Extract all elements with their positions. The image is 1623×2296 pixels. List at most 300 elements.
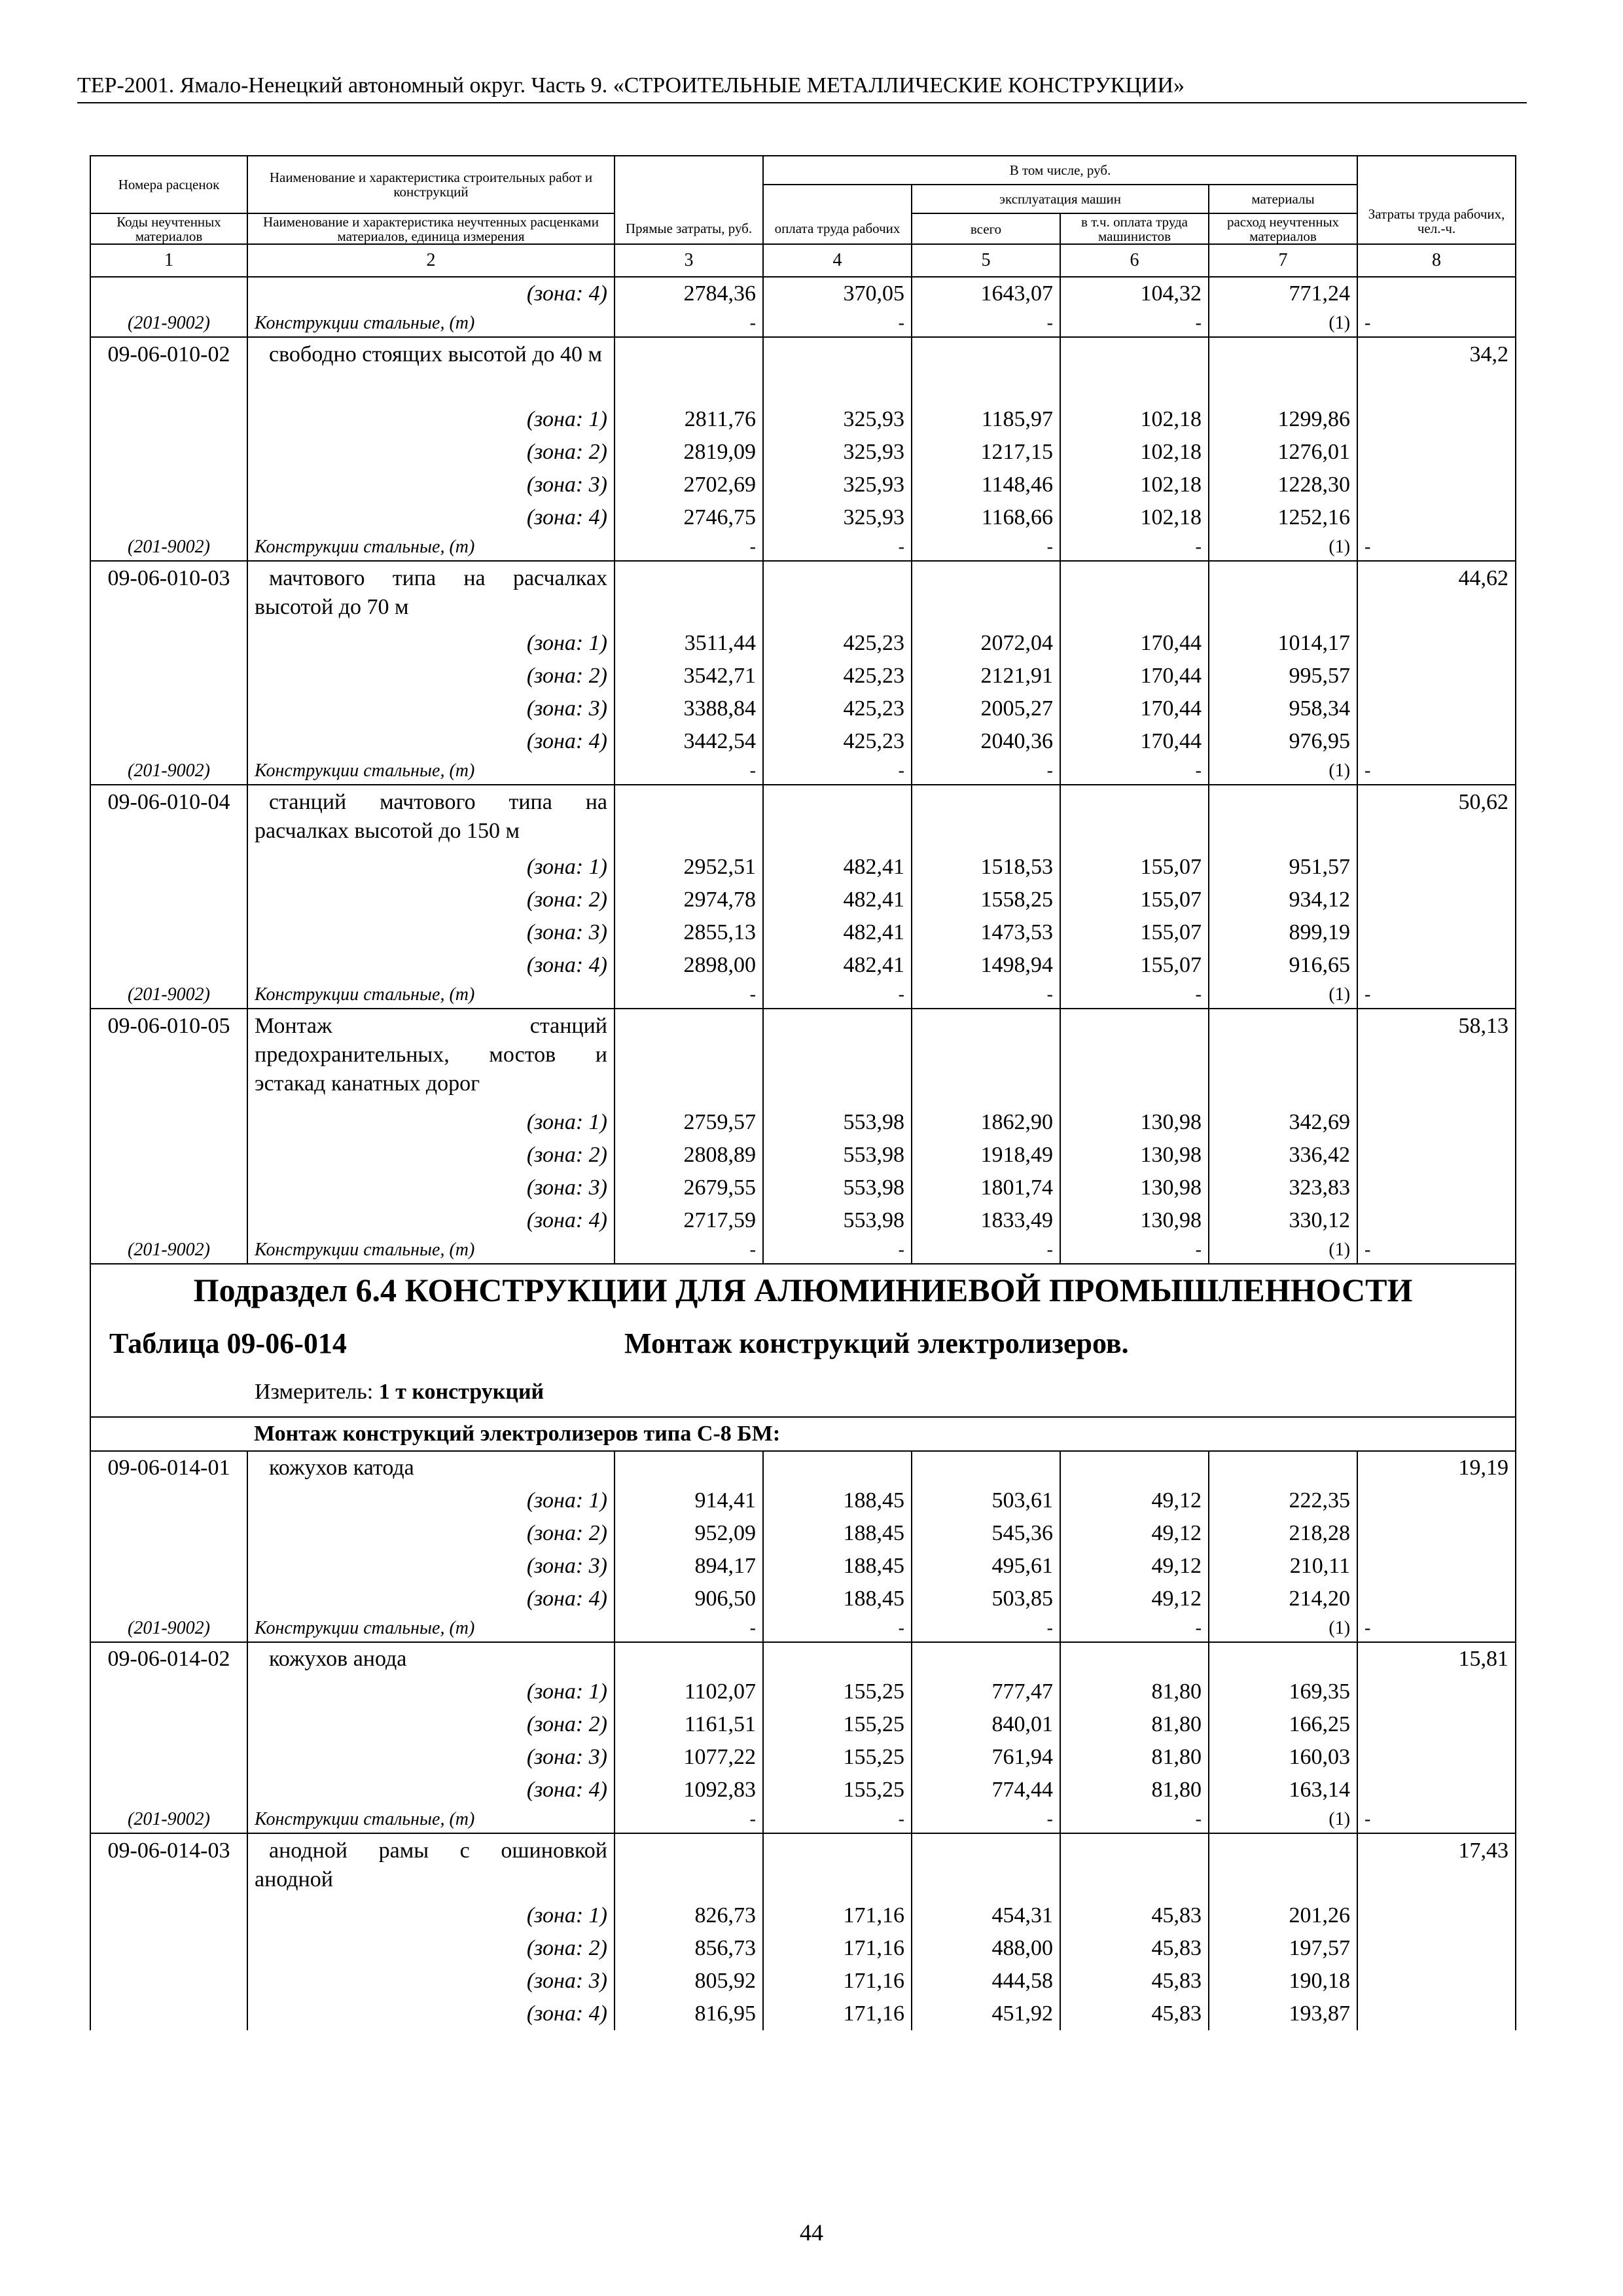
- zone-label: (зона: 2): [247, 1932, 615, 1965]
- wages-value: 155,25: [763, 1708, 912, 1741]
- direct-costs-value: 894,17: [615, 1550, 763, 1583]
- materials-value: 934,12: [1209, 884, 1357, 916]
- wages-value: 425,23: [763, 627, 912, 660]
- materials-value: 995,57: [1209, 660, 1357, 692]
- materials-value: 330,12: [1209, 1204, 1357, 1237]
- direct-costs-value: 816,95: [615, 1998, 763, 2030]
- zone-label: (зона: 2): [247, 436, 615, 469]
- column-number: 2: [247, 244, 615, 277]
- direct-costs-value: 2819,09: [615, 436, 763, 469]
- zone-label: (зона: 2): [247, 884, 615, 916]
- zone-row: [90, 1998, 1516, 2030]
- zone-label: (зона: 1): [247, 1106, 615, 1139]
- zone-label: (зона: 2): [247, 1139, 615, 1172]
- running-header: ТЕР-2001. Ямало-Ненецкий автономный округ. Часть 9. «СТРОИТЕЛЬНЫЕ МЕТАЛЛИЧЕСКИЕ КОНСТРУКЦИИ»: [77, 73, 1527, 103]
- price-code: 09-06-010-03: [90, 561, 247, 627]
- zone-row: [90, 501, 1516, 534]
- column-number: 1: [90, 244, 247, 277]
- machines-total-value: 2121,91: [912, 660, 1060, 692]
- dash-cell: -: [1060, 1237, 1209, 1264]
- zone-label: (зона: 2): [247, 1708, 615, 1741]
- page-number: 44: [800, 2219, 823, 2246]
- material-consumption: (1): [1209, 1237, 1357, 1264]
- price-item-title-row: [90, 1833, 1516, 1899]
- direct-costs-value: 2974,78: [615, 884, 763, 916]
- zone-label: (зона: 2): [247, 660, 615, 692]
- machinists-wages-value: 102,18: [1060, 403, 1209, 436]
- labor-cost-value: 17,43: [1357, 1833, 1516, 1899]
- price-item-title-row: [90, 561, 1516, 627]
- material-consumption: (1): [1209, 1615, 1357, 1642]
- materials-value: 201,26: [1209, 1899, 1357, 1932]
- zone-label: (зона: 3): [247, 1550, 615, 1583]
- machinists-wages-value: 155,07: [1060, 884, 1209, 916]
- dash-cell: -: [1060, 758, 1209, 785]
- machines-total-value: 840,01: [912, 1708, 1060, 1741]
- zone-row: [90, 277, 1516, 310]
- materials-value: 163,14: [1209, 1774, 1357, 1806]
- zone-label: (зона: 1): [247, 1899, 615, 1932]
- zone-label: (зона: 4): [247, 277, 615, 310]
- machinists-wages-value: 130,98: [1060, 1106, 1209, 1139]
- unaccounted-material-row: [90, 758, 1516, 785]
- wages-value: 425,23: [763, 660, 912, 692]
- zone-label: (зона: 4): [247, 501, 615, 534]
- wages-value: 325,93: [763, 469, 912, 501]
- material-code: (201-9002): [90, 758, 247, 785]
- zone-label: (зона: 1): [247, 1484, 615, 1517]
- machines-total-value: 488,00: [912, 1932, 1060, 1965]
- machines-total-value: 774,44: [912, 1774, 1060, 1806]
- direct-costs-value: 1092,83: [615, 1774, 763, 1806]
- column-number: 7: [1209, 244, 1357, 277]
- machines-total-value: 1168,66: [912, 501, 1060, 534]
- wages-value: 553,98: [763, 1172, 912, 1204]
- materials-value: 1299,86: [1209, 403, 1357, 436]
- wages-value: 155,25: [763, 1741, 912, 1774]
- wages-value: 553,98: [763, 1204, 912, 1237]
- header-price-numbers: Номера расценок: [90, 156, 247, 213]
- direct-costs-value: 856,73: [615, 1932, 763, 1965]
- machines-total-value: 444,58: [912, 1965, 1060, 1998]
- direct-costs-value: 914,41: [615, 1484, 763, 1517]
- materials-value: 342,69: [1209, 1106, 1357, 1139]
- dash-cell: -: [615, 1806, 763, 1833]
- price-code: 09-06-014-02: [90, 1642, 247, 1676]
- materials-value: 190,18: [1209, 1965, 1357, 1998]
- dash-cell: -: [763, 1615, 912, 1642]
- dash-cell: -: [1060, 1615, 1209, 1642]
- header-material-consumption: расход неучтенных материалов: [1209, 213, 1357, 244]
- wages-value: 553,98: [763, 1139, 912, 1172]
- price-table: [90, 155, 1516, 2030]
- dash-cell: -: [1060, 310, 1209, 337]
- material-consumption: (1): [1209, 982, 1357, 1009]
- material-code: (201-9002): [90, 1615, 247, 1642]
- wages-value: 171,16: [763, 1899, 912, 1932]
- zone-row: [90, 403, 1516, 436]
- materials-value: 958,34: [1209, 692, 1357, 725]
- direct-costs-value: 1161,51: [615, 1708, 763, 1741]
- machines-total-value: 1558,25: [912, 884, 1060, 916]
- unaccounted-material-row: [90, 534, 1516, 561]
- column-numbers-row: [90, 244, 1516, 277]
- zone-row: [90, 1676, 1516, 1708]
- zone-label: (зона: 3): [247, 692, 615, 725]
- machinists-wages-value: 102,18: [1060, 501, 1209, 534]
- price-item-title-row: [90, 337, 1516, 403]
- machines-total-value: 2005,27: [912, 692, 1060, 725]
- machines-total-value: 1518,53: [912, 851, 1060, 884]
- direct-costs-value: 2746,75: [615, 501, 763, 534]
- unit-value: 1 т конструкций: [378, 1380, 544, 1404]
- materials-value: 916,65: [1209, 949, 1357, 982]
- machines-total-value: 2072,04: [912, 627, 1060, 660]
- zone-row: [90, 660, 1516, 692]
- section-title: Подраздел 6.4 КОНСТРУКЦИИ ДЛЯ АЛЮМИНИЕВОЙ ПРОМЫШЛЕННОСТИ: [193, 1272, 1413, 1308]
- direct-costs-value: 906,50: [615, 1583, 763, 1615]
- machinists-wages-value: 49,12: [1060, 1583, 1209, 1615]
- machinists-wages-value: 45,83: [1060, 1998, 1209, 2030]
- machinists-wages-value: 170,44: [1060, 660, 1209, 692]
- unit-prefix: Измеритель:: [255, 1380, 374, 1404]
- wages-value: 171,16: [763, 1998, 912, 2030]
- machines-total-value: 503,85: [912, 1583, 1060, 1615]
- zone-row: [90, 1484, 1516, 1517]
- labor-cost-value: 44,62: [1357, 561, 1516, 627]
- machines-total-value: 1473,53: [912, 916, 1060, 949]
- dash-cell: -: [615, 1615, 763, 1642]
- unit-line: [255, 1376, 544, 1408]
- material-consumption: (1): [1209, 310, 1357, 337]
- dash-cell: -: [1357, 1806, 1516, 1833]
- machinists-wages-value: 81,80: [1060, 1741, 1209, 1774]
- dash-cell: -: [763, 310, 912, 337]
- machines-total-value: 1498,94: [912, 949, 1060, 982]
- zone-label: (зона: 4): [247, 1204, 615, 1237]
- machinists-wages-value: 155,07: [1060, 949, 1209, 982]
- zone-label: (зона: 4): [247, 1998, 615, 2030]
- price-item-title-row: [90, 1642, 1516, 1676]
- machinists-wages-value: 155,07: [1060, 916, 1209, 949]
- zone-row: [90, 692, 1516, 725]
- materials-value: 197,57: [1209, 1932, 1357, 1965]
- zone-row: [90, 851, 1516, 884]
- materials-value: 951,57: [1209, 851, 1357, 884]
- labor-cost-value: 34,2: [1357, 337, 1516, 403]
- zone-label: (зона: 1): [247, 627, 615, 660]
- material-code: (201-9002): [90, 310, 247, 337]
- zone-row: [90, 436, 1516, 469]
- price-item-name: кожухов анода: [247, 1642, 615, 1676]
- machines-total-value: 503,61: [912, 1484, 1060, 1517]
- direct-costs-value: 3442,54: [615, 725, 763, 758]
- zone-row: [90, 1583, 1516, 1615]
- zone-row: [90, 1550, 1516, 1583]
- wages-value: 370,05: [763, 277, 912, 310]
- direct-costs-value: 3388,84: [615, 692, 763, 725]
- zone-row: [90, 1965, 1516, 1998]
- zone-row: [90, 1708, 1516, 1741]
- direct-costs-value: 1102,07: [615, 1676, 763, 1708]
- materials-value: 160,03: [1209, 1741, 1357, 1774]
- zone-label: (зона: 1): [247, 1676, 615, 1708]
- dash-cell: -: [1357, 1615, 1516, 1642]
- direct-costs-value: 2784,36: [615, 277, 763, 310]
- dash-cell: -: [763, 758, 912, 785]
- machines-total-value: 1801,74: [912, 1172, 1060, 1204]
- zone-label: (зона: 4): [247, 1583, 615, 1615]
- price-item-name: станций мачтового типа на расчалках высотой до 150 м: [247, 785, 615, 851]
- header-machines: эксплуатация машин: [912, 185, 1209, 213]
- machinists-wages-value: 49,12: [1060, 1484, 1209, 1517]
- price-item-name: Монтаж станций предохранительных, мостов и эстакад канатных дорог: [247, 1009, 615, 1106]
- machinists-wages-value: 45,83: [1060, 1899, 1209, 1932]
- zone-row: [90, 1774, 1516, 1806]
- material-name: Конструкции стальные, (т): [247, 758, 615, 785]
- machinists-wages-value: 81,80: [1060, 1774, 1209, 1806]
- price-item-name: кожухов катода: [247, 1451, 615, 1484]
- price-table-container: [90, 155, 1515, 2030]
- material-code: (201-9002): [90, 982, 247, 1009]
- zone-row: [90, 1106, 1516, 1139]
- dash-cell: -: [615, 982, 763, 1009]
- price-item-title-row: [90, 1451, 1516, 1484]
- direct-costs-value: 2679,55: [615, 1172, 763, 1204]
- machinists-wages-value: 104,32: [1060, 277, 1209, 310]
- zone-row: [90, 1517, 1516, 1550]
- machines-total-value: 1862,90: [912, 1106, 1060, 1139]
- material-name: Конструкции стальные, (т): [247, 982, 615, 1009]
- zone-label: (зона: 2): [247, 1517, 615, 1550]
- labor-cost-value: 58,13: [1357, 1009, 1516, 1106]
- zone-label: (зона: 1): [247, 851, 615, 884]
- materials-value: 1252,16: [1209, 501, 1357, 534]
- unaccounted-material-row: [90, 1237, 1516, 1264]
- price-code: 09-06-010-05: [90, 1009, 247, 1106]
- labor-cost-value: 50,62: [1357, 785, 1516, 851]
- machinists-wages-value: 130,98: [1060, 1172, 1209, 1204]
- dash-cell: -: [912, 310, 1060, 337]
- group-title: Монтаж конструкций электролизеров типа С-8 БМ:: [247, 1417, 1516, 1451]
- wages-value: 171,16: [763, 1932, 912, 1965]
- material-name: Конструкции стальные, (т): [247, 1615, 615, 1642]
- unaccounted-material-row: [90, 310, 1516, 337]
- zone-label: (зона: 4): [247, 725, 615, 758]
- machines-total-value: 451,92: [912, 1998, 1060, 2030]
- direct-costs-value: 805,92: [615, 1965, 763, 1998]
- wages-value: 425,23: [763, 692, 912, 725]
- header-unaccounted-name: Наименование и характеристика неучтенных расценками материалов, единица измерения: [247, 213, 615, 244]
- zone-row: [90, 1172, 1516, 1204]
- materials-value: 976,95: [1209, 725, 1357, 758]
- material-code: (201-9002): [90, 1237, 247, 1264]
- dash-cell: -: [912, 1237, 1060, 1264]
- price-code: 09-06-014-01: [90, 1451, 247, 1484]
- wages-value: 482,41: [763, 949, 912, 982]
- materials-value: 771,24: [1209, 277, 1357, 310]
- machines-total-value: 1833,49: [912, 1204, 1060, 1237]
- machinists-wages-value: 45,83: [1060, 1932, 1209, 1965]
- machinists-wages-value: 81,80: [1060, 1676, 1209, 1708]
- zone-row: [90, 1139, 1516, 1172]
- material-name: Конструкции стальные, (т): [247, 1237, 615, 1264]
- price-code: 09-06-014-03: [90, 1833, 247, 1899]
- wages-value: 325,93: [763, 501, 912, 534]
- machines-total-value: 454,31: [912, 1899, 1060, 1932]
- material-name: Конструкции стальные, (т): [247, 534, 615, 561]
- machines-total-value: 1185,97: [912, 403, 1060, 436]
- unaccounted-material-row: [90, 1806, 1516, 1833]
- zone-row: [90, 627, 1516, 660]
- wages-value: 188,45: [763, 1583, 912, 1615]
- zone-label: (зона: 1): [247, 403, 615, 436]
- machinists-wages-value: 170,44: [1060, 725, 1209, 758]
- zone-row: [90, 1932, 1516, 1965]
- header-labor: Затраты труда рабочих, чел.-ч.: [1357, 156, 1516, 244]
- price-code: 09-06-010-02: [90, 337, 247, 403]
- direct-costs-value: 2702,69: [615, 469, 763, 501]
- direct-costs-value: 2759,57: [615, 1106, 763, 1139]
- dash-cell: -: [1357, 1237, 1516, 1264]
- machines-total-value: 2040,36: [912, 725, 1060, 758]
- direct-costs-value: 2808,89: [615, 1139, 763, 1172]
- direct-costs-value: 826,73: [615, 1899, 763, 1932]
- materials-value: 1014,17: [1209, 627, 1357, 660]
- machinists-wages-value: 170,44: [1060, 692, 1209, 725]
- dash-cell: -: [615, 758, 763, 785]
- material-name: Конструкции стальные, (т): [247, 310, 615, 337]
- table-body-part2: [90, 1451, 1516, 2030]
- direct-costs-value: 2952,51: [615, 851, 763, 884]
- dash-cell: -: [615, 534, 763, 561]
- machinists-wages-value: 170,44: [1060, 627, 1209, 660]
- dash-cell: -: [912, 758, 1060, 785]
- machines-total-value: 1643,07: [912, 277, 1060, 310]
- price-item-name: свободно стоящих высотой до 40 м: [247, 337, 615, 403]
- machinists-wages-value: 102,18: [1060, 469, 1209, 501]
- column-number: 8: [1357, 244, 1516, 277]
- column-number: 6: [1060, 244, 1209, 277]
- price-item-title-row: [90, 785, 1516, 851]
- header-machinists-wages: в т.ч. оплата труда машинистов: [1060, 213, 1209, 244]
- wages-value: 553,98: [763, 1106, 912, 1139]
- header-machines-total: всего: [912, 213, 1060, 244]
- wages-value: 188,45: [763, 1517, 912, 1550]
- dash-cell: -: [912, 982, 1060, 1009]
- wages-value: 171,16: [763, 1965, 912, 1998]
- machinists-wages-value: 130,98: [1060, 1204, 1209, 1237]
- direct-costs-value: 1077,22: [615, 1741, 763, 1774]
- zone-label: (зона: 3): [247, 469, 615, 501]
- materials-value: 323,83: [1209, 1172, 1357, 1204]
- dash-cell: -: [912, 1806, 1060, 1833]
- dash-cell: -: [615, 1237, 763, 1264]
- machines-total-value: 1918,49: [912, 1139, 1060, 1172]
- zone-row: [90, 1204, 1516, 1237]
- zone-row: [90, 469, 1516, 501]
- wages-value: 325,93: [763, 403, 912, 436]
- dash-cell: -: [1060, 982, 1209, 1009]
- materials-value: 169,35: [1209, 1676, 1357, 1708]
- dash-cell: -: [763, 1806, 912, 1833]
- unaccounted-material-row: [90, 982, 1516, 1009]
- machinists-wages-value: 49,12: [1060, 1550, 1209, 1583]
- zone-row: [90, 949, 1516, 982]
- table-label: Таблица 09-06-014: [109, 1327, 347, 1359]
- dash-cell: -: [1357, 310, 1516, 337]
- zone-label: (зона: 3): [247, 916, 615, 949]
- materials-value: 218,28: [1209, 1517, 1357, 1550]
- material-consumption: (1): [1209, 758, 1357, 785]
- dash-cell: -: [1357, 982, 1516, 1009]
- dash-cell: -: [1357, 534, 1516, 561]
- direct-costs-value: 952,09: [615, 1517, 763, 1550]
- header-incl-rub: В том числе, руб.: [763, 156, 1357, 185]
- wages-value: 155,25: [763, 1676, 912, 1708]
- wages-value: 188,45: [763, 1550, 912, 1583]
- wages-value: 188,45: [763, 1484, 912, 1517]
- materials-value: 214,20: [1209, 1583, 1357, 1615]
- material-consumption: (1): [1209, 534, 1357, 561]
- unaccounted-material-row: [90, 1615, 1516, 1642]
- materials-value: 166,25: [1209, 1708, 1357, 1741]
- dash-cell: -: [763, 1237, 912, 1264]
- dash-cell: -: [1060, 534, 1209, 561]
- materials-value: 899,19: [1209, 916, 1357, 949]
- dash-cell: -: [763, 982, 912, 1009]
- zone-row: [90, 884, 1516, 916]
- materials-value: 222,35: [1209, 1484, 1357, 1517]
- price-item-title-row: [90, 1009, 1516, 1106]
- direct-costs-value: 2855,13: [615, 916, 763, 949]
- section-header: [90, 1264, 1516, 1451]
- zone-label: (зона: 3): [247, 1741, 615, 1774]
- direct-costs-value: 2811,76: [615, 403, 763, 436]
- material-name: Конструкции стальные, (т): [247, 1806, 615, 1833]
- wages-value: 482,41: [763, 884, 912, 916]
- dash-cell: -: [912, 534, 1060, 561]
- dash-cell: -: [1357, 758, 1516, 785]
- machines-total-value: 761,94: [912, 1741, 1060, 1774]
- header-wages: оплата труда рабочих: [763, 185, 912, 244]
- column-number: 3: [615, 244, 763, 277]
- machines-total-value: 545,36: [912, 1517, 1060, 1550]
- dash-cell: -: [615, 310, 763, 337]
- zone-label: (зона: 3): [247, 1965, 615, 1998]
- dash-cell: -: [763, 534, 912, 561]
- wages-value: 425,23: [763, 725, 912, 758]
- machines-total-value: 1148,46: [912, 469, 1060, 501]
- machinists-wages-value: 81,80: [1060, 1708, 1209, 1741]
- header-unaccounted-codes: Коды неучтенных материалов: [90, 213, 247, 244]
- material-code: (201-9002): [90, 534, 247, 561]
- table-name: Монтаж конструкций электролизеров.: [624, 1327, 1129, 1359]
- direct-costs-value: 3511,44: [615, 627, 763, 660]
- material-consumption: (1): [1209, 1806, 1357, 1833]
- machinists-wages-value: 155,07: [1060, 851, 1209, 884]
- zone-row: [90, 916, 1516, 949]
- wages-value: 155,25: [763, 1774, 912, 1806]
- column-number: 4: [763, 244, 912, 277]
- price-item-name: мачтового типа на расчалках высотой до 70 м: [247, 561, 615, 627]
- dash-cell: -: [912, 1615, 1060, 1642]
- materials-value: 1228,30: [1209, 469, 1357, 501]
- machinists-wages-value: 130,98: [1060, 1139, 1209, 1172]
- materials-value: 1276,01: [1209, 436, 1357, 469]
- machinists-wages-value: 102,18: [1060, 436, 1209, 469]
- header-direct-costs: Прямые затраты, руб.: [615, 156, 763, 244]
